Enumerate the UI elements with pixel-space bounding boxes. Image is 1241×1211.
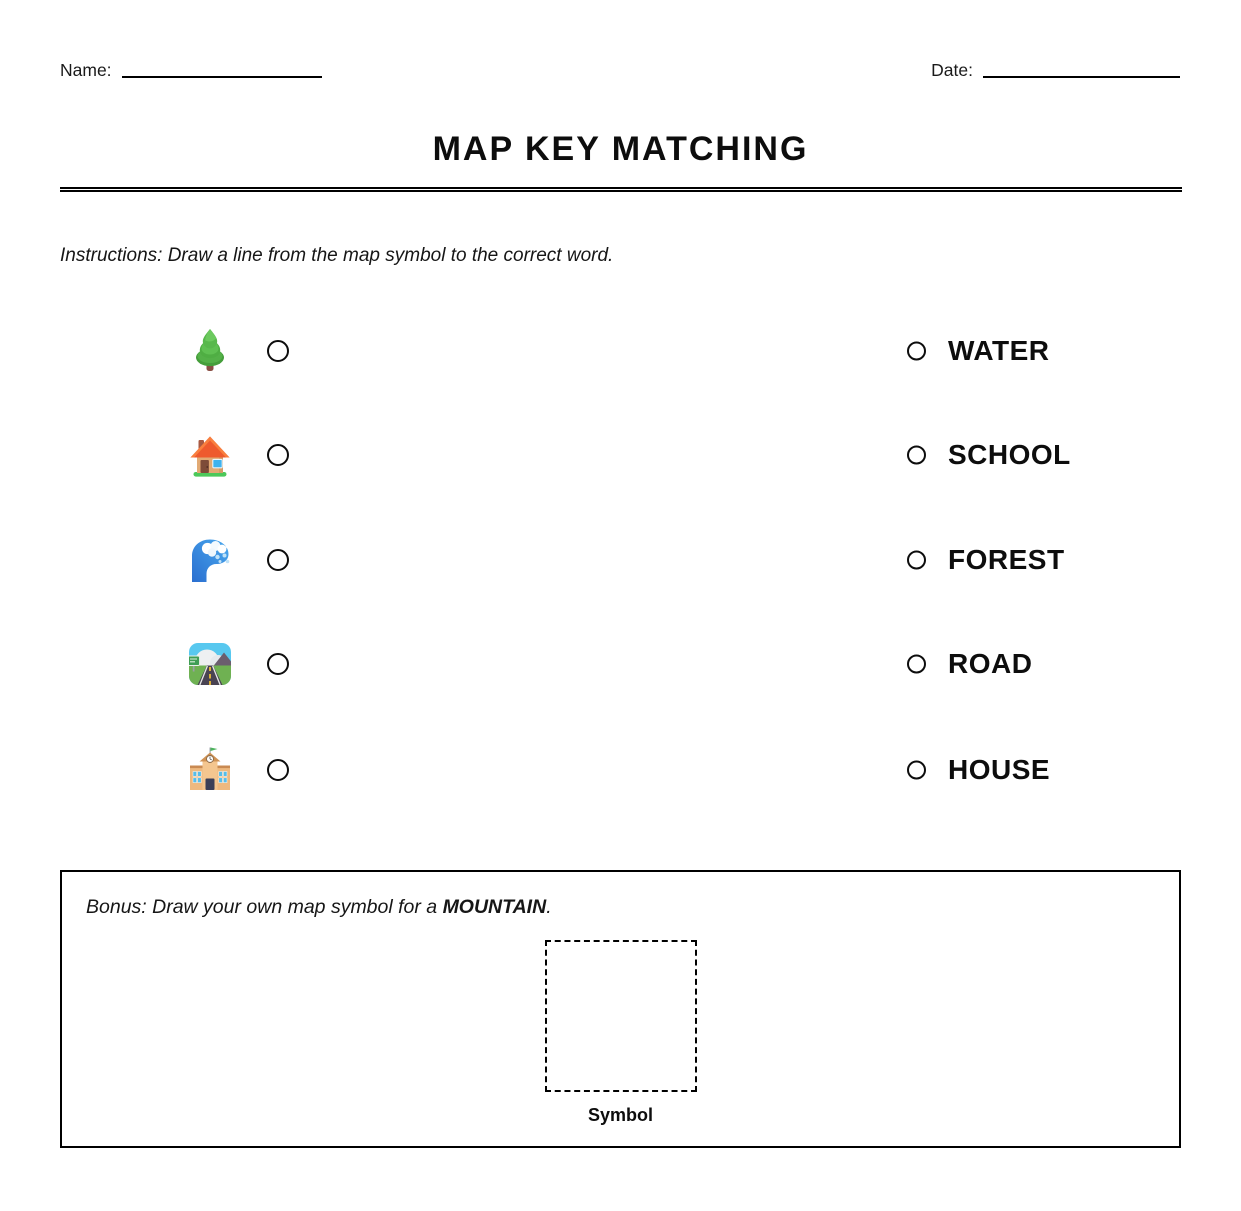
word-match-circle[interactable] — [907, 551, 926, 570]
symbol-match-circle[interactable] — [267, 444, 289, 466]
bonus-text-prefix: Bonus: Draw your own map symbol for a — [86, 896, 443, 918]
name-label: Name: — [60, 60, 112, 80]
match-word: FOREST — [948, 544, 1065, 575]
bonus-word: MOUNTAIN — [442, 896, 547, 918]
evergreen-tree-icon — [186, 327, 234, 375]
water-wave-icon — [186, 536, 234, 584]
house-icon — [186, 431, 234, 479]
match-row — [60, 327, 1180, 375]
match-word: SCHOOL — [948, 439, 1071, 470]
symbol-match-circle[interactable] — [267, 340, 289, 362]
symbol-match-circle[interactable] — [267, 653, 289, 675]
name-field-row — [60, 60, 322, 83]
symbol-draw-box[interactable] — [545, 940, 697, 1092]
match-word: WATER — [948, 335, 1050, 366]
symbol-box-label: Symbol — [587, 1105, 654, 1125]
date-label: Date: — [931, 60, 973, 80]
instructions-text: Instructions: Draw a line from the map symbol to the correct word. — [60, 245, 614, 266]
school-icon — [186, 746, 234, 794]
match-row — [60, 640, 1180, 688]
match-word: HOUSE — [948, 754, 1051, 785]
bonus-instructions — [86, 896, 552, 919]
name-write-line[interactable] — [122, 76, 322, 78]
match-word: ROAD — [948, 648, 1033, 679]
word-match-circle[interactable] — [907, 655, 926, 674]
road-icon — [186, 640, 234, 688]
date-field-row — [931, 60, 1180, 83]
match-row — [60, 746, 1180, 794]
symbol-match-circle[interactable] — [267, 759, 289, 781]
word-match-circle[interactable] — [907, 446, 926, 465]
match-row — [60, 536, 1180, 584]
date-write-line[interactable] — [983, 76, 1180, 78]
title-divider — [60, 187, 1182, 192]
word-match-circle[interactable] — [907, 761, 926, 780]
bonus-section — [60, 870, 1181, 1148]
word-match-circle[interactable] — [907, 342, 926, 361]
page-title: MAP KEY MATCHING — [432, 130, 809, 168]
symbol-match-circle[interactable] — [267, 549, 289, 571]
bonus-text-suffix: . — [546, 896, 552, 918]
match-row — [60, 431, 1180, 479]
